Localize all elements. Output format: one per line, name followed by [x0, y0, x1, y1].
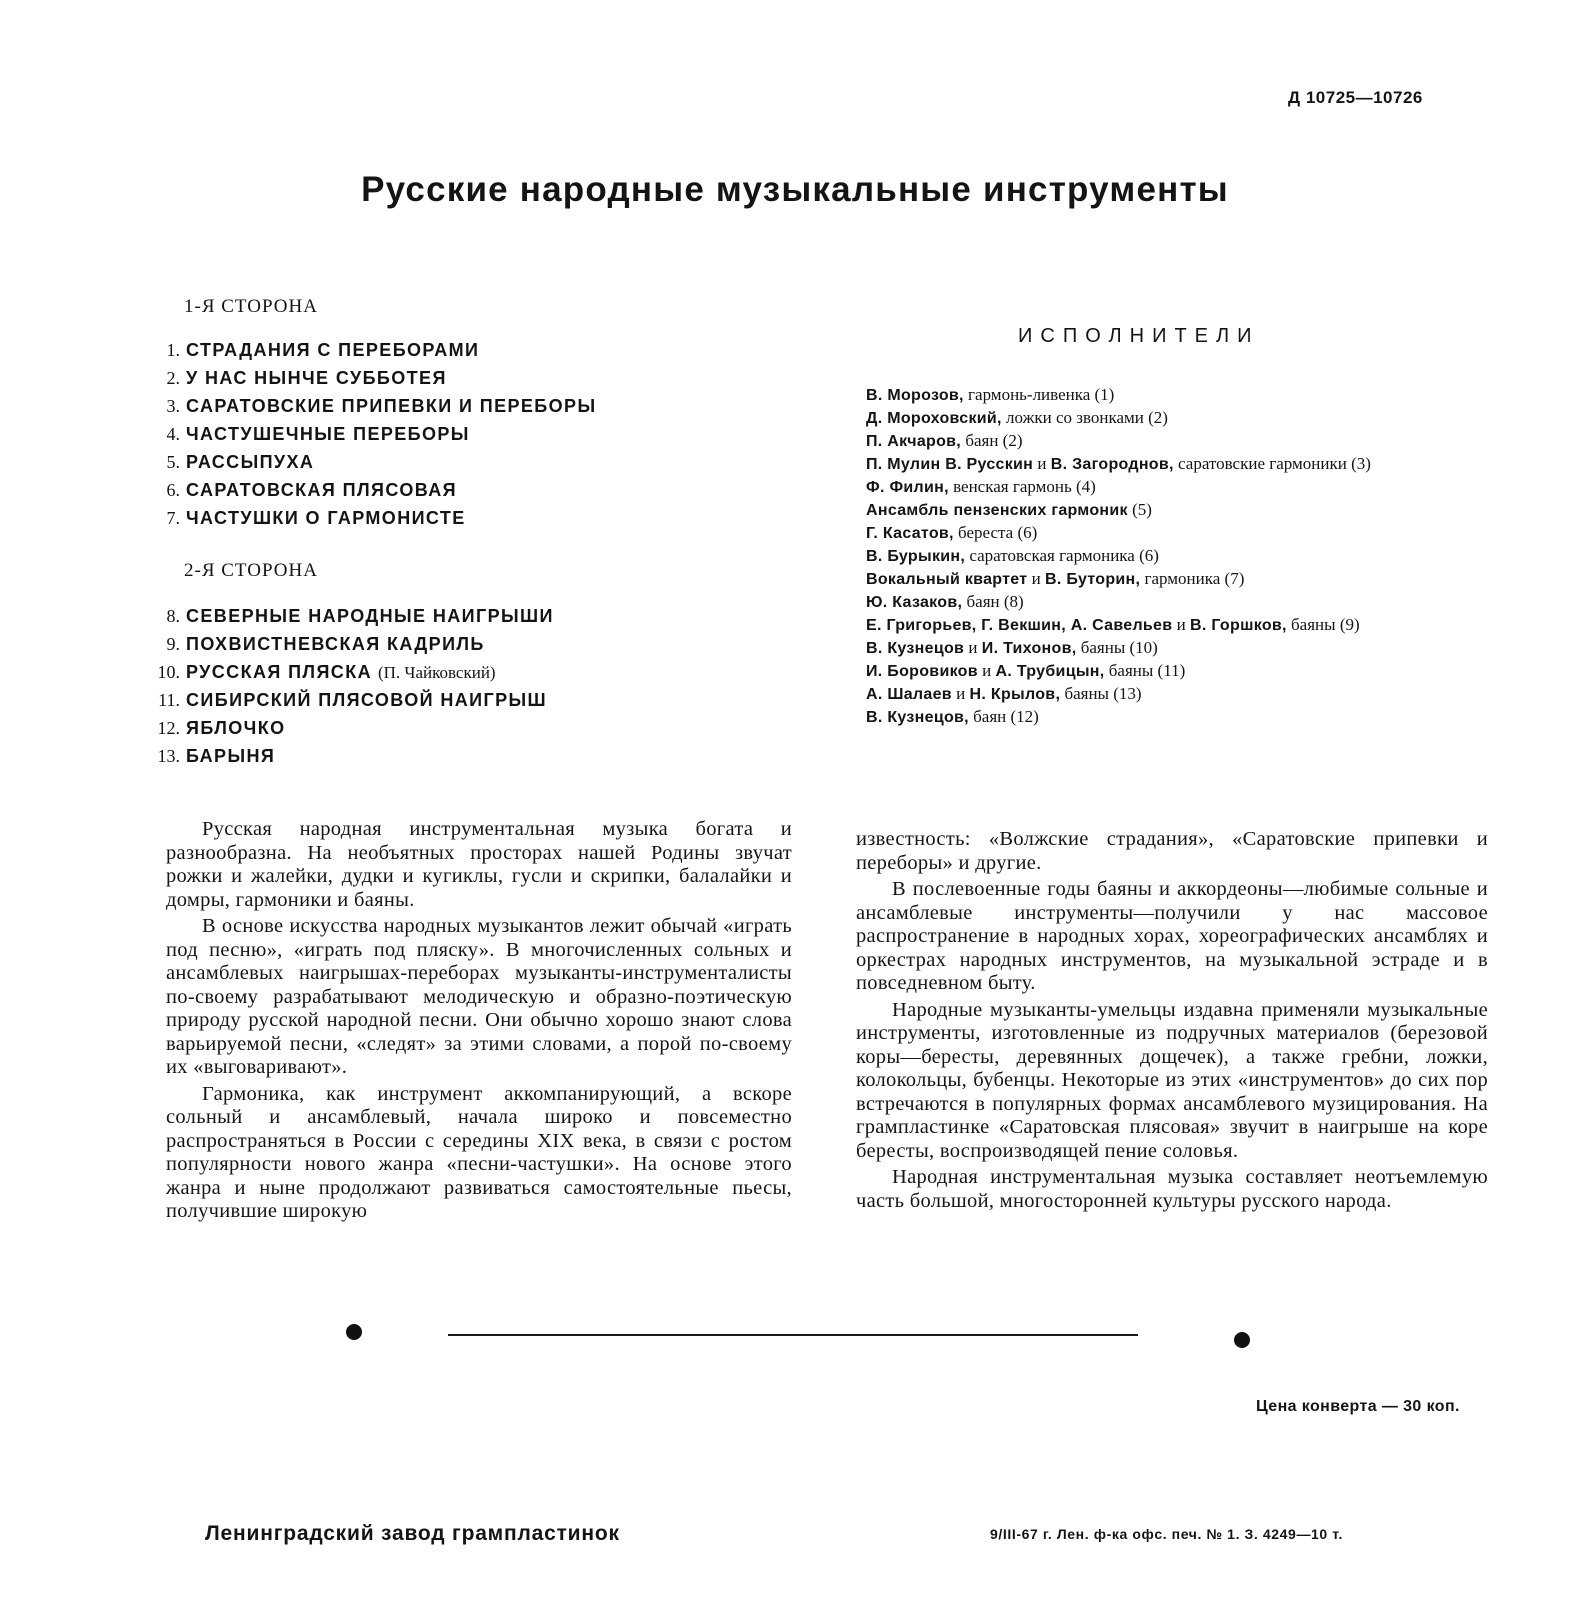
- performer-role: саратовские гармоники (3): [1173, 454, 1371, 473]
- track-number: 11.: [158, 690, 180, 710]
- performer-line: [866, 499, 1371, 522]
- track-item: [150, 452, 596, 480]
- performer-name: Ансамбль пензенских гармоник: [866, 502, 1128, 519]
- performer-line: [866, 591, 1371, 614]
- performer-role: баяны (13): [1060, 684, 1142, 703]
- performer-connector: и: [977, 661, 996, 680]
- text-column-left: [166, 818, 792, 1227]
- performer-line: [866, 706, 1371, 729]
- paragraph: Русская народная инструментальная музыка богата и разнообразна. На необъятных просторах нашей Родины звучат рожки и жалейки, дудки и кугиклы, гусли и скрипки, балалайки и домры, гармоники и баяны.: [166, 818, 792, 911]
- track-item: [150, 662, 554, 690]
- performer-role: баяны (11): [1104, 661, 1186, 680]
- performers-list: [866, 384, 1371, 729]
- performer-connector: и: [1033, 454, 1051, 473]
- factory-name: Ленинградский завод грампластинок: [205, 1522, 620, 1545]
- track-title: СИБИРСКИЙ ПЛЯСОВОЙ НАИГРЫШ: [186, 690, 548, 710]
- performer-name: Е. Григорьев, Г. Векшин, А. Савельев: [866, 617, 1173, 634]
- performer-role: венская гармонь (4): [948, 477, 1096, 496]
- performer-line: [866, 637, 1371, 660]
- left-dot: [346, 1324, 362, 1340]
- performer-name: В. Горшков,: [1190, 617, 1287, 634]
- track-title: ЯБЛОЧКО: [186, 718, 286, 738]
- performer-role: саратовская гармоника (6): [965, 546, 1159, 565]
- track-title: РУССКАЯ ПЛЯСКА: [186, 662, 372, 682]
- track-title: ЧАСТУШЕЧНЫЕ ПЕРЕБОРЫ: [186, 424, 470, 444]
- divider-rule: [448, 1334, 1138, 1336]
- performer-name: А. Трубицын,: [995, 663, 1105, 680]
- album-title: Русские народные музыкальные инструменты: [361, 170, 1229, 209]
- performer-role: баян (12): [968, 707, 1039, 726]
- performer-line: [866, 453, 1371, 476]
- catalog-number: Д 10725—10726: [1288, 88, 1423, 107]
- paragraph: Гармоника, как инструмент аккомпанирующий, а вскоре сольный и ансамблевый, начала широко и повсеместно распространяться в России с середины XIX века, в связи с ростом популярности нового жанра «песни-частушки». На основе этого жанра и ныне продолжают развиваться самостоятельные пьесы, получившие широкую: [166, 1082, 792, 1222]
- performer-name: Н. Крылов,: [969, 686, 1061, 703]
- track-number: 12.: [157, 718, 180, 738]
- performer-role: баяны (9): [1286, 615, 1360, 634]
- track-item: [150, 606, 554, 634]
- track-item: [150, 634, 554, 662]
- performer-role: баян (8): [962, 592, 1024, 611]
- performer-name: Ю. Казаков,: [866, 594, 963, 611]
- performer-name: И. Боровиков: [866, 663, 978, 680]
- performer-line: [866, 430, 1371, 453]
- performer-role: гармонь-ливенка (1): [963, 385, 1115, 404]
- right-dot: [1234, 1332, 1250, 1348]
- track-item: [150, 340, 596, 368]
- side2-label: 2-Я СТОРОНА: [184, 560, 318, 581]
- performer-line: [866, 476, 1371, 499]
- print-imprint: 9/III-67 г. Лен. ф-ка офс. печ. № 1. З. 4249—10 т.: [990, 1526, 1344, 1542]
- performer-connector: и: [951, 684, 970, 703]
- track-title: ПОХВИСТНЕВСКАЯ КАДРИЛЬ: [186, 634, 485, 654]
- performer-connector: и: [964, 638, 982, 657]
- track-item: [150, 718, 554, 746]
- performer-name: И. Тихонов,: [981, 640, 1077, 657]
- track-number: 8.: [166, 606, 180, 626]
- price-label: Цена конверта — 30 коп.: [1256, 1398, 1460, 1415]
- track-number: 3.: [166, 396, 180, 416]
- track-title: СТРАДАНИЯ С ПЕРЕБОРАМИ: [186, 340, 480, 360]
- track-item: [150, 368, 596, 396]
- paragraph: Народная инструментальная музыка составляет неотъемлемую часть большой, многосторонней культуры русского народа.: [856, 1166, 1488, 1212]
- performer-role: баяны (10): [1076, 638, 1158, 657]
- track-number: 9.: [166, 634, 180, 654]
- track-number: 1.: [166, 340, 180, 360]
- performer-line: [866, 407, 1371, 430]
- track-number: 5.: [166, 452, 180, 472]
- track-item: [150, 396, 596, 424]
- paragraph: В послевоенные годы баяны и аккордеоны—любимые сольные и ансамблевые инструменты—получили у нас массовое распространение в народных хорах, хореографических ансамблях и оркестрах народных инструментов, на музыкальной эстраде и в повседневном быту.: [856, 878, 1488, 994]
- performer-line: [866, 545, 1371, 568]
- performer-name: П. Мулин В. Русскин: [866, 456, 1034, 473]
- track-title: ЧАСТУШКИ О ГАРМОНИСТЕ: [186, 508, 466, 528]
- track-author: (П. Чайковский): [377, 663, 496, 682]
- side2-tracklist: [150, 606, 554, 774]
- performer-role: гармоника (7): [1140, 569, 1245, 588]
- performer-role: баян (2): [961, 431, 1023, 450]
- track-number: 13.: [157, 746, 180, 766]
- performer-name: Вокальный квартет: [866, 571, 1028, 588]
- text-column-right: [856, 828, 1488, 1216]
- track-title: У НАС НЫНЧЕ СУББОТЕЯ: [186, 368, 447, 388]
- track-title: РАССЫПУХА: [186, 452, 315, 472]
- track-number: 10.: [157, 662, 180, 682]
- performer-name: П. Акчаров,: [866, 433, 962, 450]
- track-item: [150, 746, 554, 774]
- track-title: САРАТОВСКИЕ ПРИПЕВКИ И ПЕРЕБОРЫ: [186, 396, 597, 416]
- track-item: [150, 690, 554, 718]
- performers-heading: ИСПОЛНИТЕЛИ: [1018, 325, 1260, 347]
- performer-name: Ф. Филин,: [866, 479, 949, 496]
- performer-line: [866, 614, 1371, 637]
- track-number: 6.: [166, 480, 180, 500]
- paragraph: В основе искусства народных музыкантов лежит обычай «играть под песню», «играть под пляску». В многочисленных сольных и ансамблевых наигрышах-переборах музыканты-инструменталисты по-своему разрабатывают мелодическую и образно-поэтическую природу русской народной песни. Они обычно хорошо знают слова варьируемой песни, «следят» за этими словами, а порой по-своему их «выговаривают».: [166, 915, 792, 1078]
- track-number: 4.: [166, 424, 180, 444]
- performer-name: В. Кузнецов,: [866, 709, 969, 726]
- performer-role: ложки со звонками (2): [1001, 408, 1168, 427]
- track-title: БАРЫНЯ: [186, 746, 276, 766]
- track-item: [150, 480, 596, 508]
- performer-name: В. Морозов,: [866, 387, 964, 404]
- performer-line: [866, 568, 1371, 591]
- performer-name: В. Кузнецов: [866, 640, 965, 657]
- performer-name: А. Шалаев: [866, 686, 952, 703]
- track-title: САРАТОВСКАЯ ПЛЯСОВАЯ: [186, 480, 457, 500]
- performer-name: Д. Мороховский,: [866, 410, 1002, 427]
- performer-line: [866, 522, 1371, 545]
- performer-name: В. Бурыкин,: [866, 548, 966, 565]
- paragraph: Народные музыканты-умельцы издавна применяли музыкальные инструменты, изготовленные из подручных материалов (березовой коры—бересты, деревянных дощечек), а также гребни, ложки, колокольцы, бубенцы. Некоторые из этих «инструментов» до сих пор встречаются в популярных формах ансамблевого музицирования. На грампластинке «Саратовская плясовая» звучит в наигрыше на коре бересты, воспроизводящей пение соловья.: [856, 998, 1488, 1162]
- performer-line: [866, 660, 1371, 683]
- side1-tracklist: [150, 340, 596, 536]
- performer-connector: и: [1027, 569, 1046, 588]
- performer-name: В. Загороднов,: [1050, 456, 1174, 473]
- track-number: 7.: [166, 508, 180, 528]
- side1-label: 1-Я СТОРОНА: [184, 296, 318, 317]
- paragraph: известность: «Волжские страдания», «Саратовские припевки и переборы» и другие.: [856, 828, 1488, 874]
- track-item: [150, 508, 596, 536]
- track-number: 2.: [166, 368, 180, 388]
- performer-connector: и: [1172, 615, 1191, 634]
- track-title: СЕВЕРНЫЕ НАРОДНЫЕ НАИГРЫШИ: [186, 606, 554, 626]
- performer-role: (5): [1127, 500, 1152, 519]
- performer-line: [866, 384, 1371, 407]
- performer-name: Г. Касатов,: [866, 525, 954, 542]
- performer-role: береста (6): [953, 523, 1038, 542]
- performer-name: В. Буторин,: [1045, 571, 1141, 588]
- performer-line: [866, 683, 1371, 706]
- track-item: [150, 424, 596, 452]
